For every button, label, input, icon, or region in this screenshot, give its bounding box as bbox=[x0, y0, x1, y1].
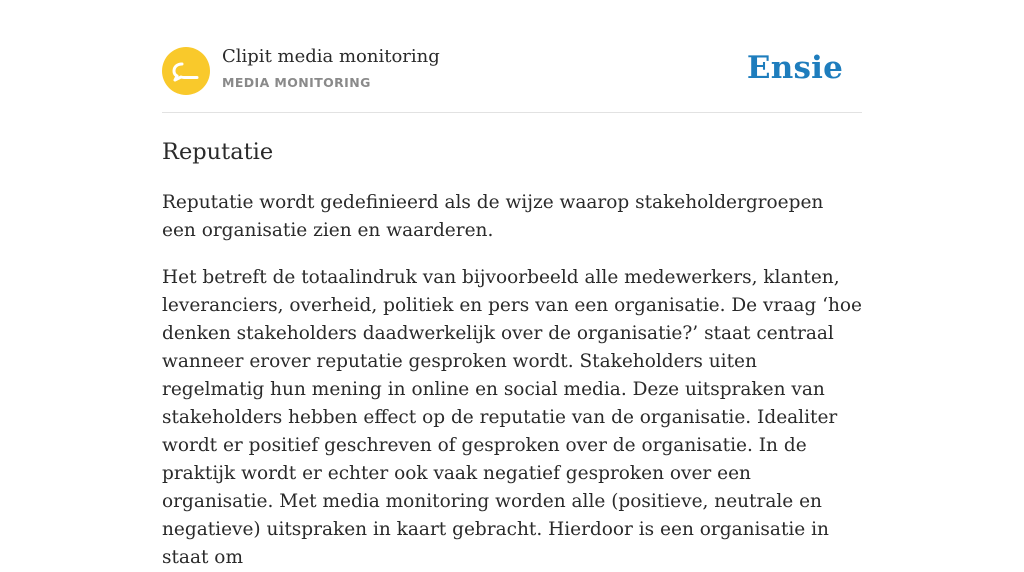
brand-logo[interactable]: Ensie bbox=[746, 50, 843, 86]
page bbox=[162, 0, 862, 572]
header bbox=[162, 0, 862, 113]
article-paragraph: Reputatie wordt gedefinieerd als de wijze waarop stakeholdergroepen een organisatie zien en waarderen. bbox=[162, 192, 824, 241]
article-title: Reputatie bbox=[162, 139, 274, 165]
publisher-logo[interactable] bbox=[162, 47, 210, 95]
publisher-subtitle: MEDIA MONITORING bbox=[222, 75, 371, 90]
speech-bubble-icon bbox=[171, 60, 201, 82]
article-paragraph: Het betreft de totaalindruk van bijvoorbeeld alle medewerkers, klanten, leveranciers, overheid, politiek en pers van een organisatie. De vraag ‘hoe denken stakeholders daadwerkelijk over de organisatie?’ staat centraal wanneer erover reputatie gesproken wordt. Stakeholders uiten regelmatig hun mening in online en social media. Deze uitspraken van stakeholders hebben effect op de reputatie van de organisatie. Idealiter wordt er positief geschreven of gesproken over de organisatie. In de praktijk wordt er echter ook vaak negatief gesproken over een organisatie. Met media monitoring worden alle (positieve, neutrale en negatieve) uitspraken in kaart gebracht. Hierdoor is een organisatie in staat om bbox=[162, 267, 862, 568]
publisher-name[interactable]: Clipit media monitoring bbox=[222, 46, 440, 67]
